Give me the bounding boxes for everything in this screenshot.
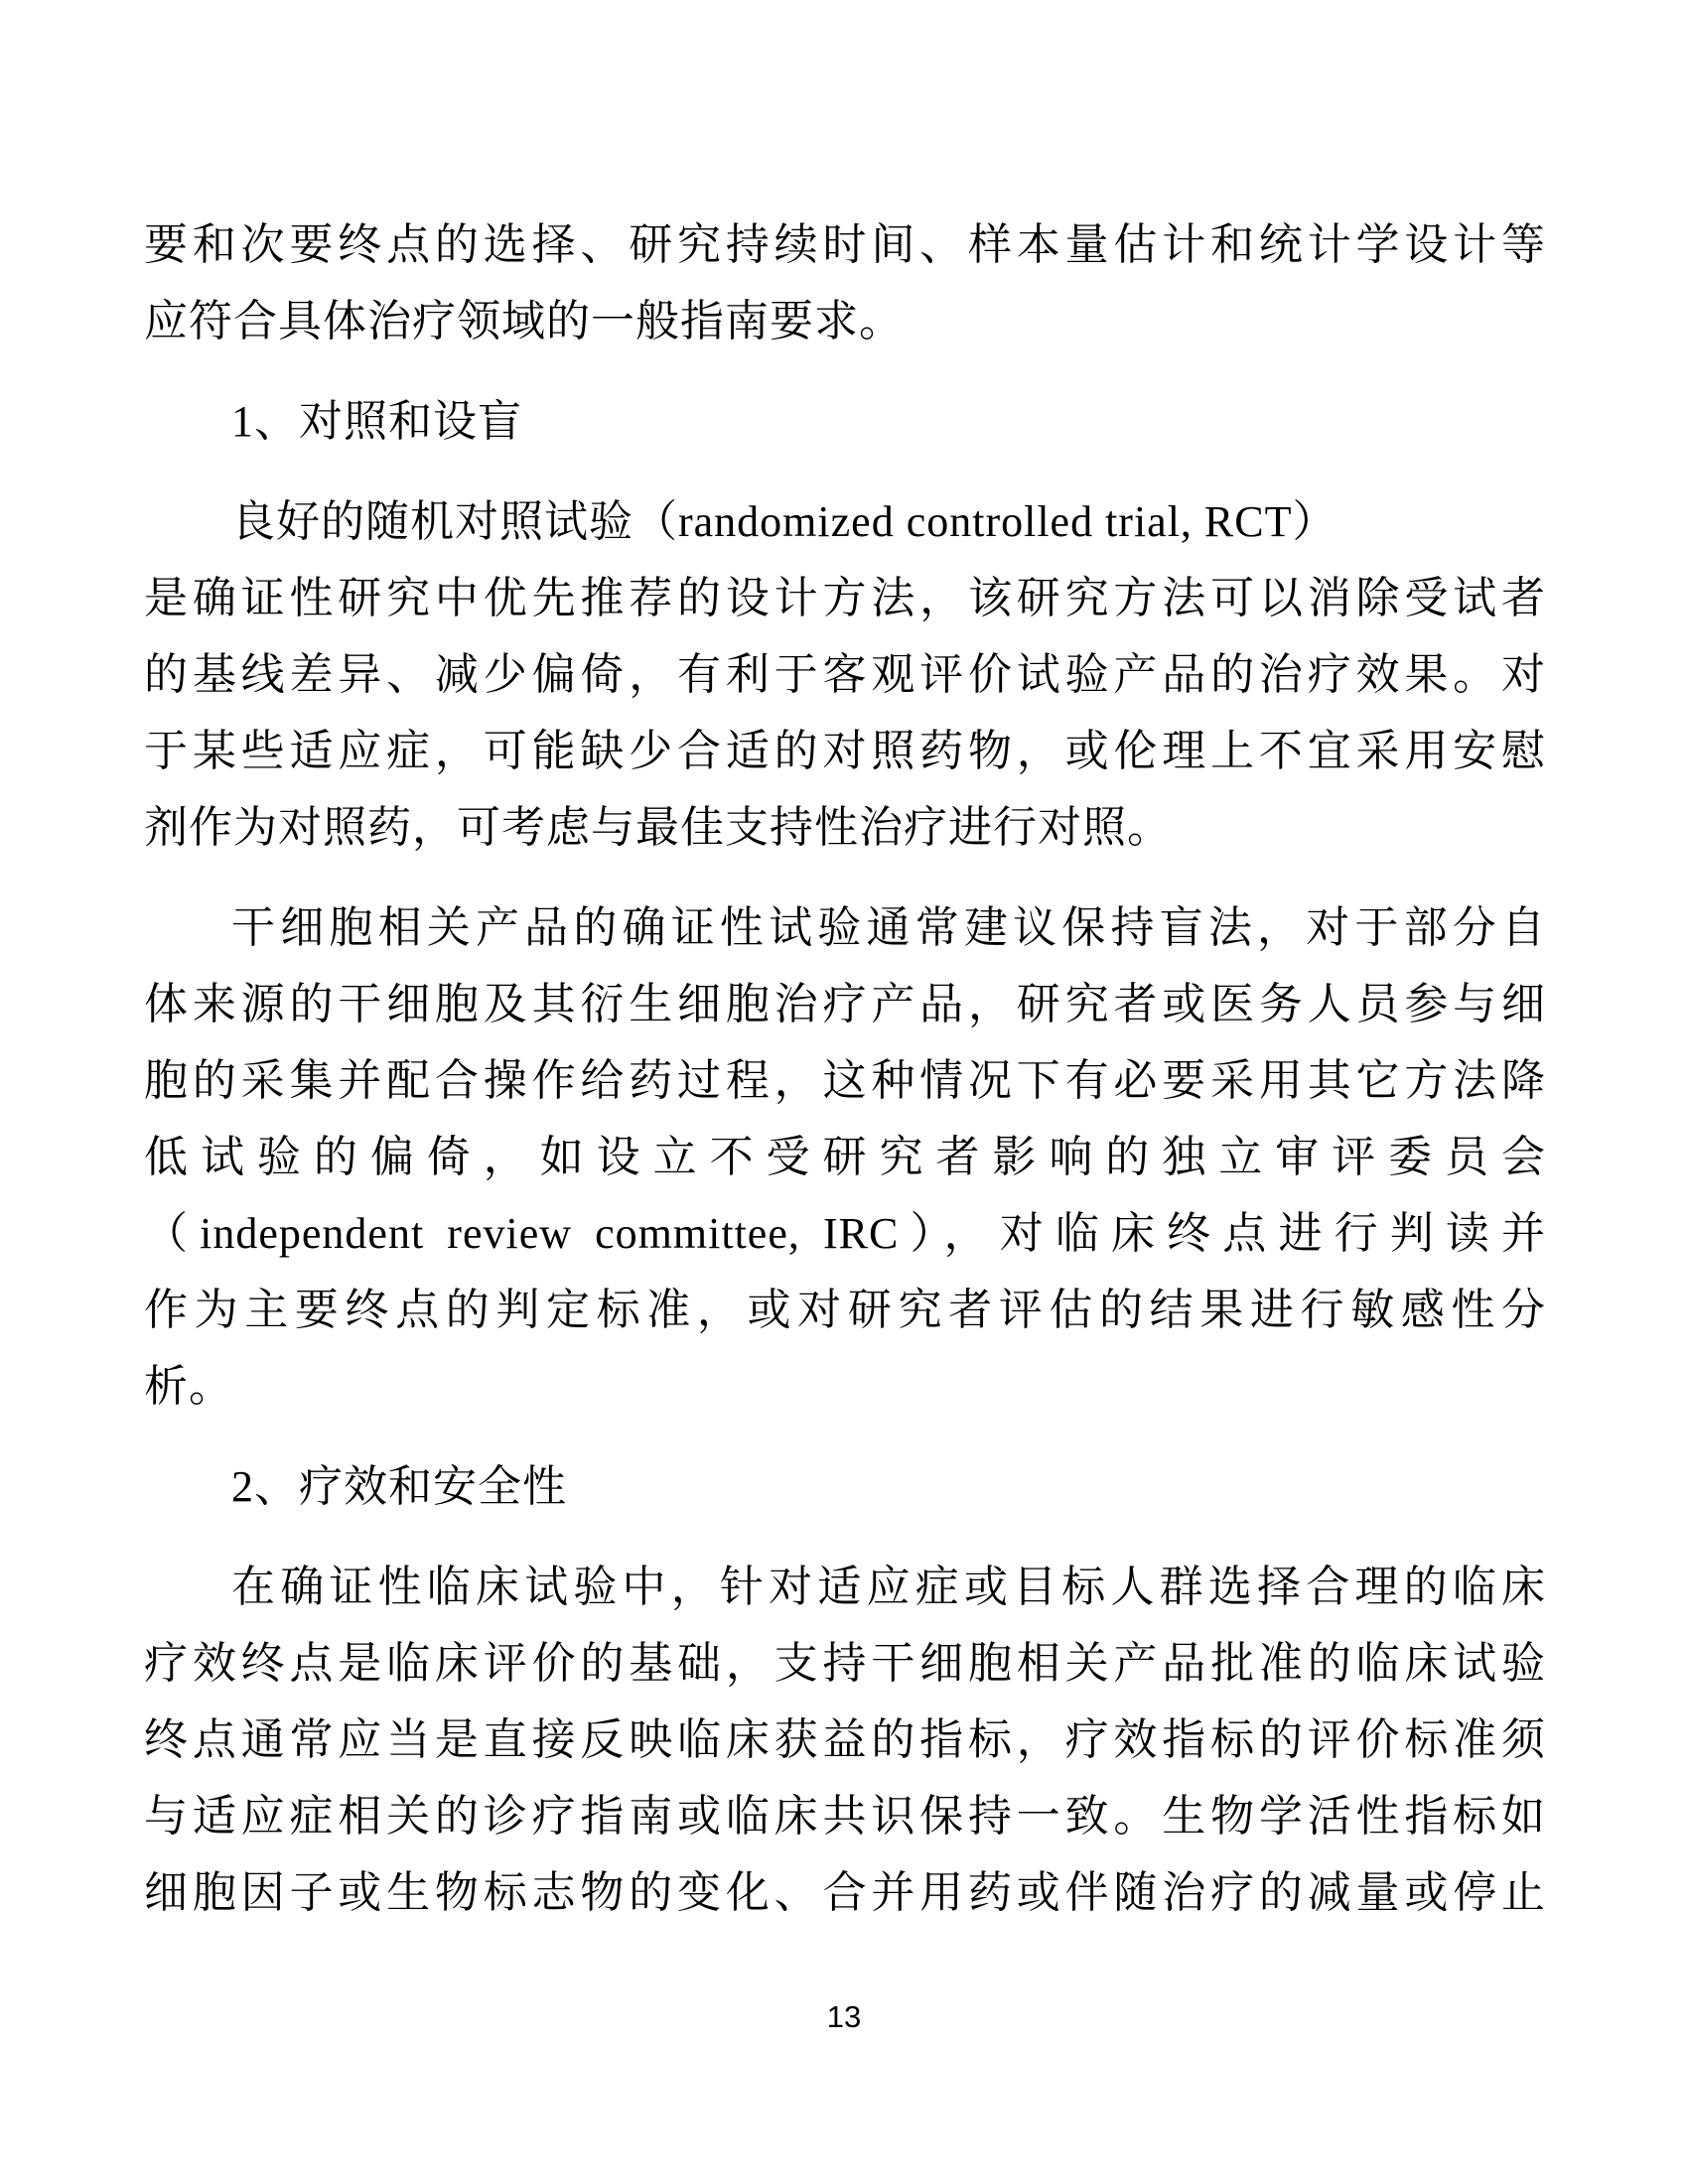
section-heading: 2、疗效和安全性 xyxy=(231,1462,567,1511)
text-line: 析。 xyxy=(144,1362,233,1411)
text-line: 于某些适应症，可能缺少合适的对照药物，或伦理上不宜采用安慰 xyxy=(144,727,1546,775)
text-line: 与适应症相关的诊疗指南或临床共识保持一致。生物学活性指标如 xyxy=(144,1792,1546,1841)
text-line: 应符合具体治疗领域的一般指南要求。 xyxy=(144,297,904,345)
section-heading: 1、对照和设盲 xyxy=(231,397,522,446)
text-line: 胞的采集并配合操作给药过程，这种情况下有必要采用其它方法降 xyxy=(144,1056,1546,1105)
text-line: 作为主要终点的判定标准，或对研究者评估的结果进行敏感性分 xyxy=(144,1286,1546,1334)
text-line: 干细胞相关产品的确证性试验通常建议保持盲法，对于部分自 xyxy=(231,903,1546,952)
text-line: 良好的随机对照试验（randomized controlled trial, RCT） xyxy=(231,497,1337,546)
text-line: 体来源的干细胞及其衍生细胞治疗产品，研究者或医务人员参与细 xyxy=(144,980,1546,1028)
text-line: 低试验的偏倚，如设立不受研究者影响的独立审评委员会 xyxy=(144,1133,1546,1181)
text-line: 疗效终点是临床评价的基础，支持干细胞相关产品批准的临床试验 xyxy=(144,1639,1546,1688)
text-line: 的基线差异、减少偏倚，有利于客观评价试验产品的治疗效果。对 xyxy=(144,650,1546,699)
text-line: （independent review committee, IRC），对临床终点进行判读并 xyxy=(144,1209,1546,1258)
text-line: 在确证性临床试验中，针对适应症或目标人群选择合理的临床 xyxy=(231,1563,1546,1611)
text-line: 是确证性研究中优先推荐的设计方法，该研究方法可以消除受试者 xyxy=(144,574,1546,622)
text-line: 细胞因子或生物标志物的变化、合并用药或伴随治疗的减量或停止 xyxy=(144,1868,1546,1917)
page-content xyxy=(144,206,1546,1931)
text-line: 终点通常应当是直接反映临床获益的指标，疗效指标的评价标准须 xyxy=(144,1715,1546,1764)
text-line: 要和次要终点的选择、研究持续时间、样本量估计和统计学设计等 xyxy=(144,220,1546,269)
page-number: 13 xyxy=(826,1999,862,2034)
text-line: 剂作为对照药，可考虑与最佳支持性治疗进行对照。 xyxy=(144,803,1172,852)
